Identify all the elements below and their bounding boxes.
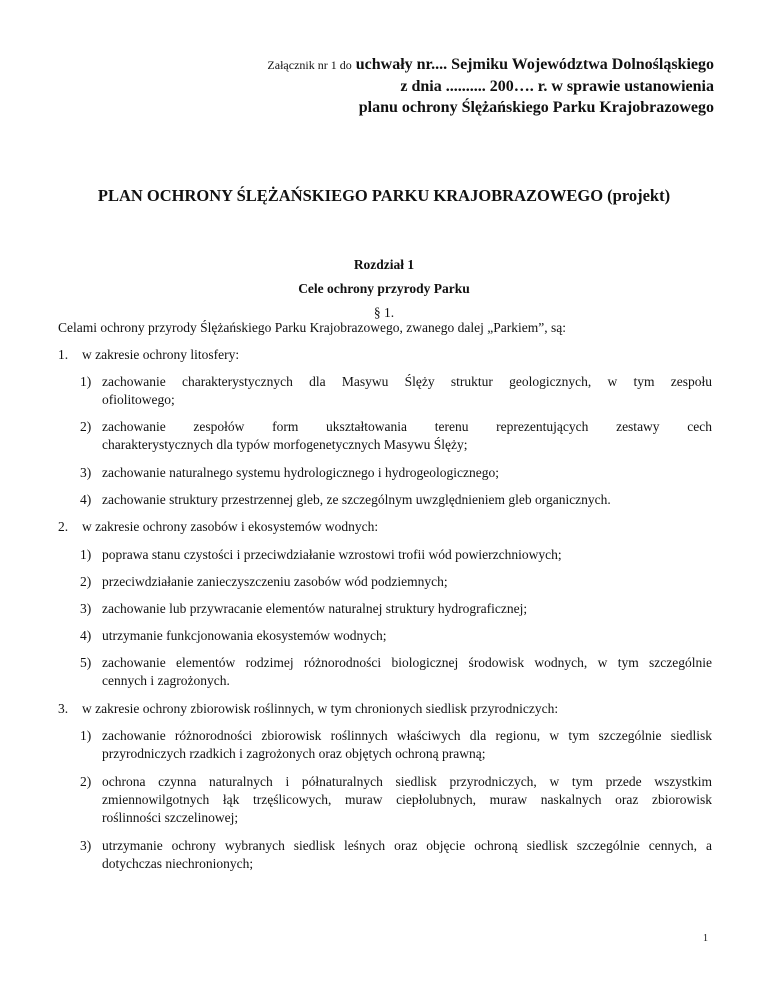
item-number: 3) [80, 601, 92, 616]
item-number: 3) [80, 465, 92, 480]
item-number: 5) [80, 655, 92, 670]
item-text: zachowanie struktury przestrzennej gleb, ze szczególnym uwzględnieniem gleb organicznych. [102, 492, 611, 507]
item-text: zachowanie lub przywracanie elementów naturalnej struktury hydrograficznej; [102, 601, 528, 616]
item-text-line: przyrodniczych rzadkich i zagrożonych oraz objętych ochroną prawną; [102, 746, 486, 761]
page-number: 1 [703, 933, 708, 944]
chapter-heading: Cele ochrony przyrody Parku [298, 281, 470, 296]
item-number: 4) [80, 628, 92, 643]
section-number: 2. [58, 519, 69, 534]
item-text: utrzymanie funkcjonowania ekosystemów wodnych; [102, 628, 387, 643]
paragraph-mark: § 1. [373, 305, 395, 320]
item-text: zachowanie naturalnego systemu hydrologicznego i hydrogeologicznego; [102, 465, 499, 480]
item-text-line: ochrona czynna naturalnych i półnaturalnych siedlisk przyrodniczych, w tym przede wszystkim [102, 774, 712, 789]
header-prefix: Załącznik nr 1 do [267, 58, 352, 72]
item-text-line: zmiennowilgotnych łąk trzęślicowych, muraw ciepłolubnych, muraw naskalnych oraz zbiorowisk [102, 792, 712, 807]
chapter-label: Rozdział 1 [353, 257, 415, 272]
item-text-line: cennych i zagrożonych. [102, 673, 230, 688]
item-text-line: roślinności szczelinowej; [102, 810, 239, 825]
intro-text: Celami ochrony przyrody Ślężańskiego Parku Krajobrazowego, zwanego dalej „Parkiem”, są: [58, 320, 566, 335]
item-text: przeciwdziałanie zanieczyszczeniu zasobów wód podziemnych; [102, 574, 448, 589]
item-number: 4) [80, 492, 92, 507]
attachment-header [267, 54, 714, 118]
item-text [102, 773, 712, 827]
item-number: 2) [80, 574, 92, 589]
item-number: 1) [80, 547, 92, 562]
item-text [102, 837, 712, 873]
item-number: 2) [80, 419, 92, 434]
item-text-line: zachowanie elementów rodzimej różnorodności biologicznej środowisk wodnych, w tym szczególnie [102, 655, 712, 670]
item-text [102, 373, 712, 409]
item-text [102, 727, 712, 763]
header-line-2: z dnia .......... 200…. r. w sprawie ustanowienia [400, 78, 714, 95]
item-number: 2) [80, 774, 92, 789]
item-text [102, 654, 712, 690]
item-text-line: ofiolitowego; [102, 392, 175, 407]
item-text [102, 418, 712, 454]
header-line-3: planu ochrony Ślężańskiego Parku Krajobrazowego [358, 99, 714, 116]
item-number: 3) [80, 838, 92, 853]
item-text-line: utrzymanie ochrony wybranych siedlisk leśnych oraz objęcie ochroną siedlisk szczególnie cennych, a [102, 838, 712, 853]
item-text: poprawa stanu czystości i przeciwdziałanie wzrostowi trofii wód powierzchniowych; [102, 547, 562, 562]
section-number: 1. [58, 347, 69, 362]
section-title: w zakresie ochrony zasobów i ekosystemów wodnych: [82, 519, 379, 534]
item-text-line: charakterystycznych dla typów morfogenetycznych Masywu Ślęży; [102, 437, 468, 452]
header-line-1 [267, 54, 714, 76]
item-number: 1) [80, 728, 92, 743]
section-title: w zakresie ochrony litosfery: [82, 347, 240, 362]
item-text-line: dotychczas niechronionych; [102, 856, 254, 871]
item-text-line: zachowanie charakterystycznych dla Masywu Ślęży struktur geologicznych, w tym zespołu [102, 374, 712, 389]
item-text-line: zachowanie różnorodności zbiorowisk roślinnych właściwych dla regionu, w tym szczególnie siedlisk [102, 728, 712, 743]
document-title: PLAN OCHRONY ŚLĘŻAŃSKIEGO PARKU KRAJOBRAZOWEGO (projekt) [97, 186, 671, 205]
section-number: 3. [58, 701, 69, 716]
section-title: w zakresie ochrony zbiorowisk roślinnych, w tym chronionych siedlisk przyrodniczych: [82, 701, 559, 716]
header-resolution: uchwały nr.... Sejmiku Województwa Dolnośląskiego [351, 56, 714, 73]
item-text-line: zachowanie zespołów form ukształtowania terenu reprezentujących zestawy cech [102, 419, 712, 434]
item-number: 1) [80, 374, 92, 389]
